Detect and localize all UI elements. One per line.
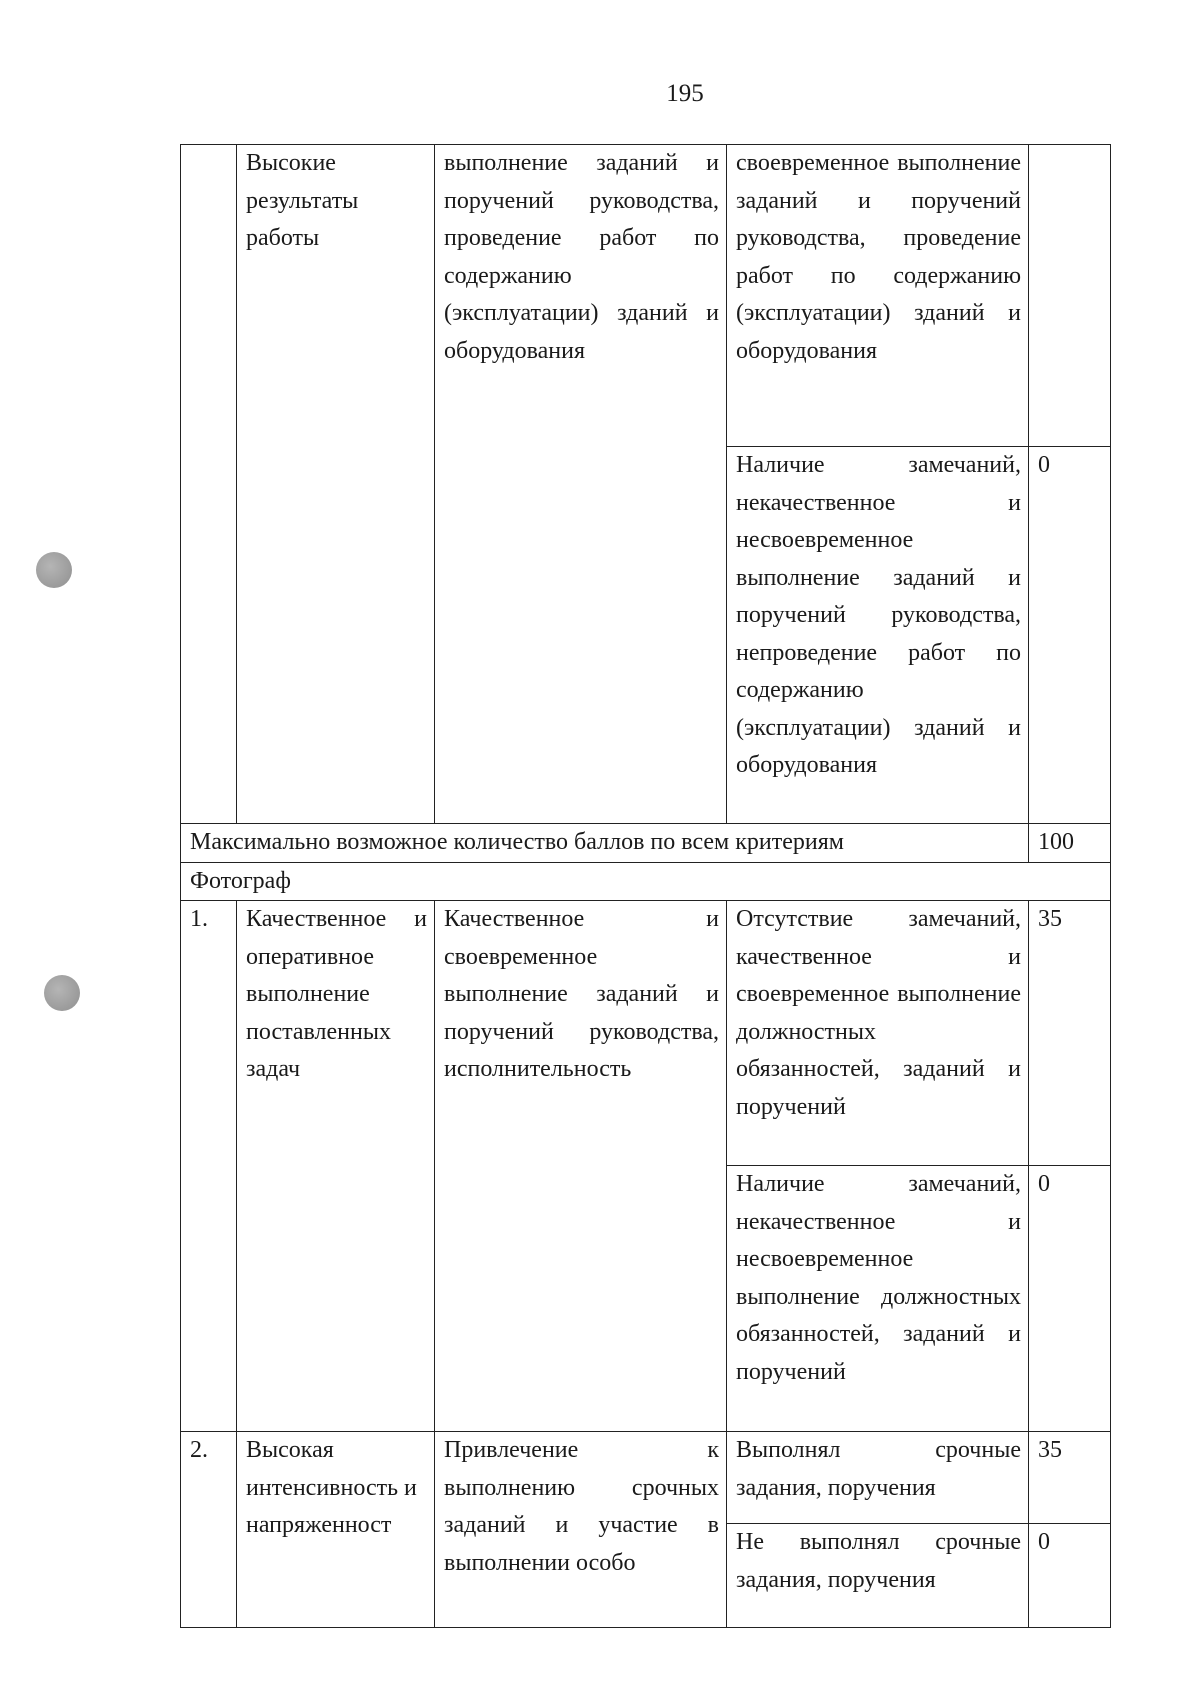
- criterion-name: Качественное и оперативное выполнение поставленных задач: [237, 901, 435, 1432]
- max-score-label: Максимально возможное количество баллов по всем критериям: [181, 824, 1029, 863]
- page-number: 195: [666, 80, 704, 107]
- criterion-description: Качественное и своевременное выполнение заданий и поручений руководства, исполнительность: [435, 901, 727, 1432]
- points-value: 0: [1029, 1524, 1111, 1628]
- criteria-table: [180, 144, 1111, 1628]
- max-score-points: 100: [1029, 824, 1111, 863]
- criterion-description: Привлечение к выполнению срочных заданий и участие в выполнении особо: [435, 1432, 727, 1628]
- section-title: Фотограф: [181, 862, 1111, 901]
- criterion-name: Высокая интенсивность и напряженност: [237, 1432, 435, 1628]
- condition-text: Не выполнял срочные задания, поручения: [727, 1524, 1029, 1628]
- punch-hole-lower: [44, 975, 80, 1011]
- table-row: [181, 901, 1111, 1166]
- criterion-name: Высокие результаты работы: [237, 145, 435, 824]
- condition-text: своевременное выполнение заданий и поручений руководства, проведение работ по содержанию (эксплуатации) зданий и оборудования: [727, 145, 1029, 447]
- row-number: 2.: [181, 1432, 237, 1628]
- points-value: 35: [1029, 901, 1111, 1166]
- points-value: 0: [1029, 1166, 1111, 1432]
- condition-text: Отсутствие замечаний, качественное и своевременное выполнение должностных обязанностей, заданий и поручений: [727, 901, 1029, 1166]
- table-row: [181, 145, 1111, 447]
- table-row: [181, 1432, 1111, 1524]
- condition-text: Наличие замечаний, некачественное и несвоевременное выполнение заданий и поручений руководства, непроведение работ по содержанию (эксплуатации) зданий и оборудования: [727, 447, 1029, 824]
- points-value: 35: [1029, 1432, 1111, 1524]
- punch-hole-upper: [36, 552, 72, 588]
- max-score-row: [181, 824, 1111, 863]
- row-number-cell: [181, 145, 237, 824]
- section-header-row: [181, 862, 1111, 901]
- condition-text: Выполнял срочные задания, поручения: [727, 1432, 1029, 1524]
- points-value: [1029, 145, 1111, 447]
- points-value: 0: [1029, 447, 1111, 824]
- condition-text: Наличие замечаний, некачественное и несвоевременное выполнение должностных обязанностей, заданий и поручений: [727, 1166, 1029, 1432]
- criterion-description: выполнение заданий и поручений руководства, проведение работ по содержанию (эксплуатации) зданий и оборудования: [435, 145, 727, 824]
- row-number: 1.: [181, 901, 237, 1432]
